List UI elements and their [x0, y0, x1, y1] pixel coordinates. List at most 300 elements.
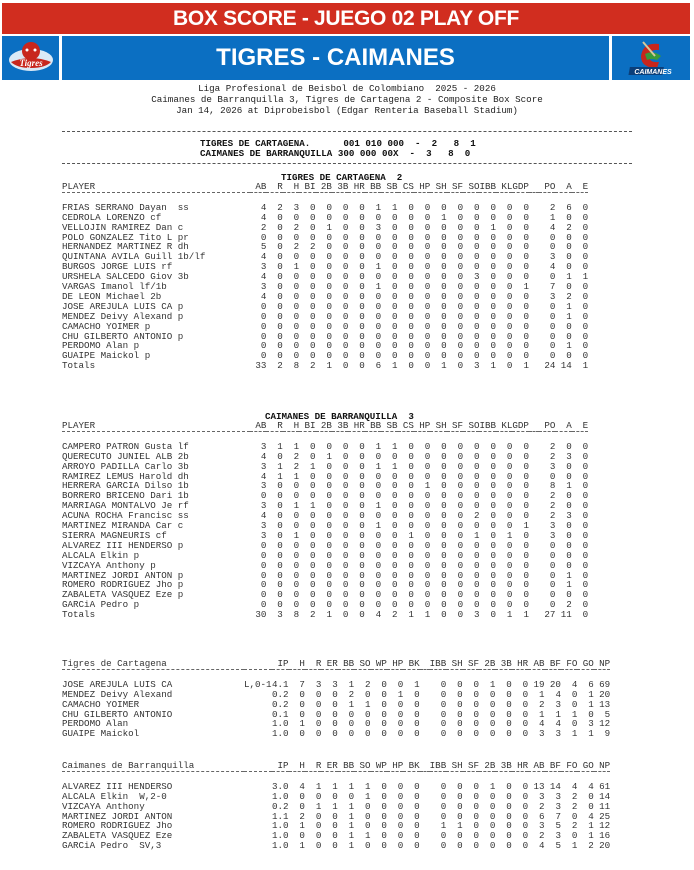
stat-cell: 1.0 [272, 840, 289, 852]
stat-cell: 0 [457, 800, 463, 812]
stat-cell: 0 [293, 340, 300, 352]
stat-cell: 2 [473, 510, 480, 522]
stat-cell: 0 [582, 350, 589, 362]
stat-cell: 0 [457, 718, 463, 730]
stat-cell: 0 [549, 340, 556, 352]
stat-cell: 0 [457, 450, 464, 462]
stat-cell: 0 [506, 261, 513, 273]
stat-cell: 4 [539, 840, 545, 852]
stat-cell: 0 [326, 330, 332, 342]
stat-cell: 0 [408, 520, 414, 532]
stat-column-header: SH [451, 658, 463, 669]
spacer [529, 262, 539, 272]
stat-cell: 0 [506, 480, 513, 492]
stat-cell: 0 [260, 330, 267, 342]
stat-cell: 0 [342, 599, 349, 611]
stat-column-header: AB [255, 420, 267, 431]
stat-cell: 0 [375, 300, 382, 312]
stat-cell: 0 [582, 470, 589, 482]
stat-cell: 0 [392, 450, 398, 462]
stat-cell: 1 [566, 340, 572, 352]
totals-row [62, 361, 588, 371]
stat-cell: 0 [440, 840, 447, 852]
stat-cell: 0 [342, 241, 349, 253]
stat-cell: 4 [260, 211, 267, 223]
stat-cell: 1 [582, 271, 589, 283]
stat-cell: 2 [571, 800, 578, 812]
stat-cell: 0 [359, 201, 365, 213]
stat-cell: 0 [375, 310, 382, 322]
stat-column-header: AB [533, 658, 545, 669]
stat-cell: 0 [310, 320, 316, 332]
stat-cell: 13 [599, 698, 611, 710]
stat-cell: 0 [359, 549, 365, 561]
stat-cell: 0 [424, 201, 431, 213]
stat-cell: 4 [260, 510, 267, 522]
stat-column-header: HP [419, 420, 431, 431]
stat-cell: 3 [473, 360, 480, 372]
stat-cell: 1 [348, 678, 355, 690]
stat-cell: 0 [523, 490, 529, 502]
stat-cell: 0 [582, 300, 589, 312]
stat-cell: 0 [490, 440, 497, 452]
stat-cell: 0 [424, 450, 431, 462]
stat-cell: 0 [342, 281, 349, 293]
stat-cell: 0 [506, 450, 513, 462]
stat-column-header: E [582, 181, 589, 192]
stat-cell: 0 [441, 460, 447, 472]
stat-column-header: IBB [429, 760, 447, 771]
stat-cell: 0 [408, 221, 414, 233]
stat-column-header: R [315, 760, 322, 771]
stat-cell: 3 [555, 800, 561, 812]
stat-cell: 0 [582, 440, 589, 452]
stat-cell: 0 [315, 790, 322, 802]
spacer [529, 203, 539, 213]
stat-cell: 4 [260, 470, 267, 482]
stat-column-header: SH [435, 420, 447, 431]
stat-cell: 0 [326, 261, 332, 273]
stat-column-header: AB [533, 760, 545, 771]
stat-cell: 0 [490, 539, 497, 551]
stat-cell: 0 [392, 529, 398, 541]
stat-cell: 0 [582, 211, 589, 223]
stat-cell: 0 [490, 340, 497, 352]
stat-cell: 0 [293, 350, 300, 362]
pitcher-name: MENDEZ Deivy Alexand [62, 688, 173, 700]
spacer [420, 812, 430, 822]
stat-cell: 0 [364, 820, 371, 832]
stat-cell: 0 [506, 718, 512, 730]
stat-cell: 0 [392, 320, 398, 332]
pitching-header-row [62, 659, 610, 669]
stat-cell: 0 [424, 529, 431, 541]
batting-table-tigres [62, 182, 588, 371]
stat-cell: 0 [408, 450, 414, 462]
stat-cell: 0 [522, 708, 529, 720]
stat-column-header: PO [544, 181, 556, 192]
line-hits: 8 [453, 138, 460, 149]
stat-cell: 0 [523, 310, 529, 322]
spacer [420, 680, 430, 690]
stat-cell: 0 [342, 261, 349, 273]
stat-cell: 0 [523, 480, 529, 492]
spacer [529, 182, 539, 192]
stat-cell: 0 [582, 510, 589, 522]
stat-cell: 1 [375, 201, 382, 213]
stat-cell: 1 [414, 678, 420, 690]
stat-cell: 0 [260, 300, 267, 312]
stat-column-header: BB [370, 420, 382, 431]
stat-column-header: IBB [429, 658, 447, 669]
tigres-logo-icon [5, 38, 57, 78]
line-runs: 2 [431, 138, 438, 149]
spacer [529, 351, 539, 361]
stat-cell: 1 [310, 500, 316, 512]
stat-cell: 0 [440, 718, 447, 730]
stat-cell: 0 [440, 728, 447, 740]
stat-cell: 0 [277, 320, 283, 332]
stat-cell: 0 [326, 460, 332, 472]
stat-cell: 0 [359, 579, 365, 591]
stat-cell: 0 [523, 589, 529, 601]
stat-cell: 1 [397, 688, 404, 700]
stat-cell: 0 [392, 231, 398, 243]
stat-cell: 0 [326, 340, 332, 352]
stat-cell: 0 [522, 728, 529, 740]
stat-cell: 0 [364, 688, 371, 700]
stat-cell: 0 [408, 330, 414, 342]
stat-cell: 0 [277, 221, 283, 233]
stat-column-header: HP [419, 181, 431, 192]
stat-cell: 0 [506, 350, 513, 362]
stat-cell: 0 [424, 520, 431, 532]
pitching-header-row [62, 761, 610, 771]
player-name: QUINTANA AVILA Guill 1b/lf [62, 251, 206, 263]
stat-cell: 0 [375, 450, 382, 462]
stat-cell: 1 [375, 440, 382, 452]
spacer [529, 610, 539, 620]
stat-cell: 0 [348, 728, 355, 740]
stat-cell: 0 [441, 261, 447, 273]
stat-cell: 0 [397, 800, 404, 812]
stat-cell: 0 [571, 688, 578, 700]
stat-cell: 4 [555, 718, 561, 730]
spacer [529, 312, 539, 322]
stat-cell: 0 [440, 698, 447, 710]
stat-cell: 0 [299, 698, 305, 710]
stat-cell: 0 [489, 698, 496, 710]
stat-cell: 7 [555, 810, 561, 822]
stat-column-header: SH [451, 760, 463, 771]
stat-cell: 0 [326, 470, 332, 482]
stat-cell: 0 [342, 360, 349, 372]
stat-cell: 0 [326, 350, 332, 362]
stat-cell: 5 [260, 241, 267, 253]
stat-cell: 0 [293, 271, 300, 283]
stat-cell: 0 [310, 579, 316, 591]
stat-cell: 1 [364, 790, 371, 802]
stat-cell: 0 [310, 271, 316, 283]
stat-cell: 0 [332, 698, 338, 710]
stat-cell: 0 [566, 460, 572, 472]
stat-cell: 1 [489, 678, 496, 690]
stat-cell: 0 [310, 470, 316, 482]
stat-cell: 0 [424, 320, 431, 332]
stat-cell: 1 [571, 728, 578, 740]
stat-cell: 0 [549, 579, 556, 591]
stat-cell: 0 [582, 241, 589, 253]
stat-cell: 0 [342, 201, 349, 213]
stat-cell: 0 [582, 201, 589, 213]
stat-cell: 4.1 [272, 678, 289, 690]
spacer [529, 491, 539, 501]
stat-cell: 24 [544, 360, 556, 372]
stat-column-header: KL [501, 181, 513, 192]
spacer [529, 452, 539, 462]
stat-cell: 0.2 [272, 688, 289, 700]
player-name: BORRERO BRICENO Dari 1b [62, 490, 189, 502]
stat-cell: 0 [441, 290, 447, 302]
stat-cell: 0 [441, 569, 447, 581]
stat-cell: 0 [506, 320, 513, 332]
stat-cell: 0 [277, 290, 283, 302]
stat-cell: 0 [326, 520, 332, 532]
stat-column-header: HP [392, 658, 404, 669]
pitcher-name: VIZCAYA Anthony [62, 800, 145, 812]
stat-cell: 3 [549, 290, 556, 302]
stat-column-header: BK [408, 658, 420, 669]
stat-cell: 0 [582, 450, 589, 462]
stat-cell: 1 [375, 281, 382, 293]
stat-cell: 0 [490, 589, 497, 601]
stat-cell: 0 [506, 211, 513, 223]
stat-cell: 0 [549, 231, 556, 243]
stat-cell: 0 [381, 698, 387, 710]
stat-cell: 0 [375, 490, 382, 502]
stat-cell: 0 [293, 281, 300, 293]
stat-column-header: 3B [500, 658, 512, 669]
stat-cell: 0 [490, 480, 497, 492]
stat-cell: 1 [424, 609, 431, 621]
stat-cell: 33 [255, 360, 267, 372]
pitching-table-tigres [62, 659, 610, 739]
stat-cell: 3 [539, 820, 545, 832]
stat-cell: 1 [277, 440, 283, 452]
stat-cell: 0 [293, 510, 300, 522]
stat-cell: 1.0 [272, 718, 289, 730]
spacer [420, 761, 430, 771]
stat-cell: 0 [326, 569, 332, 581]
stat-cell: 0 [342, 579, 349, 591]
player-name: VARGAS Imanol lf/1b [62, 281, 167, 293]
stat-cell: 1 [293, 529, 300, 541]
stat-cell: 0 [473, 599, 480, 611]
stat-cell: 0 [315, 810, 322, 822]
player-name: URSHELA SALCEDO Giov 3b [62, 271, 189, 283]
stat-cell: 0 [277, 231, 283, 243]
stat-cell: 1 [473, 529, 480, 541]
stat-cell: 0 [293, 211, 300, 223]
game-result: Caimanes de Barranquilla 3, Tigres de Cartagena 2 - Composite Box Score [151, 94, 543, 105]
stat-column-header: A [566, 181, 572, 192]
stat-cell: 0 [293, 490, 300, 502]
stat-cell: 3 [555, 728, 561, 740]
stat-cell: 0 [582, 460, 589, 472]
player-name: DE LEON Michael 2b [62, 290, 162, 302]
stat-cell: 0 [522, 698, 529, 710]
stat-cell: 0 [582, 520, 589, 532]
stat-cell: 3 [473, 271, 480, 283]
stat-cell: 0 [457, 360, 464, 372]
stat-cell: 6 [588, 678, 594, 690]
stat-cell: 0 [342, 549, 349, 561]
stat-cell: 0 [342, 609, 349, 621]
stat-cell: 0 [457, 529, 464, 541]
stat-cell: 0 [457, 510, 464, 522]
stat-cell: 2 [549, 500, 556, 512]
player-name: POLO GONZALEZ Tito L pr [62, 231, 189, 243]
stat-cell: 0 [490, 231, 497, 243]
stat-cell: 27 [544, 609, 556, 621]
stat-cell: 0 [375, 211, 382, 223]
stat-cell: 3 [293, 201, 300, 213]
stat-cell: 0 [441, 320, 447, 332]
spacer [529, 521, 539, 531]
stat-cell: 0 [408, 480, 414, 492]
stat-cell: 0 [260, 549, 267, 561]
spacer [529, 442, 539, 452]
player-name: FRIAS SERRANO Dayan ss [62, 201, 189, 213]
stat-cell: 0 [457, 330, 464, 342]
stat-cell: 0 [342, 470, 349, 482]
stat-cell: 5 [555, 820, 561, 832]
stat-cell: 0 [359, 290, 365, 302]
stat-cell: 0 [490, 330, 497, 342]
stat-cell: 0 [582, 490, 589, 502]
stat-cell: 0 [473, 579, 480, 591]
stat-cell: 1 [523, 520, 529, 532]
stat-cell: 0 [582, 251, 589, 263]
stat-cell: 0 [342, 510, 349, 522]
stat-cell: 0 [310, 251, 316, 263]
stat-column-header: 2B [320, 420, 332, 431]
stat-cell: 0 [523, 440, 529, 452]
stat-cell: 0 [522, 790, 529, 802]
stat-cell: 1 [277, 460, 283, 472]
stat-cell: 0 [310, 231, 316, 243]
stat-cell: 0 [549, 549, 556, 561]
stat-cell: 0 [571, 718, 578, 730]
stat-cell: 0 [326, 510, 332, 522]
stat-column-header: 3B [337, 420, 349, 431]
stat-cell: 1 [588, 698, 594, 710]
stat-cell: 0 [381, 718, 387, 730]
stat-cell: 0 [441, 251, 447, 263]
stat-cell: 4 [260, 271, 267, 283]
pitcher-name: CAMACHO YOIMER [62, 698, 140, 710]
stat-cell: 0 [523, 330, 529, 342]
stat-cell: 0 [375, 290, 382, 302]
stat-cell: 1 [364, 830, 371, 842]
spacer [420, 792, 430, 802]
stat-cell: 0 [506, 490, 513, 502]
stat-cell: 0 [381, 780, 387, 792]
stat-cell: 0 [582, 330, 589, 342]
batting-table-caimanes [62, 421, 588, 620]
stat-column-header: BF [549, 658, 561, 669]
box-score-banner: BOX SCORE - JUEGO 02 PLAY OFF [2, 3, 690, 34]
spacer [420, 729, 430, 739]
stat-cell: 0 [364, 708, 371, 720]
spacer [529, 541, 539, 551]
stat-cell: 2 [392, 609, 398, 621]
stat-column-header: R [315, 658, 322, 669]
stat-cell: 0 [359, 480, 365, 492]
stat-cell: 3 [566, 510, 572, 522]
stat-cell: 0 [490, 579, 497, 591]
stat-cell: 1 [582, 360, 589, 372]
stat-cell: 0 [549, 569, 556, 581]
spacer [420, 719, 430, 729]
stat-cell: 0 [506, 549, 513, 561]
stat-column-header: SF [452, 181, 464, 192]
stat-cell: 0 [277, 480, 283, 492]
stat-cell: 0 [473, 830, 479, 842]
stat-cell: 5 [555, 840, 561, 852]
stat-cell: 0 [332, 820, 338, 832]
stat-cell: 0 [326, 490, 332, 502]
stat-cell: 0 [457, 251, 464, 263]
pitcher-row [62, 841, 610, 851]
stat-cell: 0 [392, 330, 398, 342]
stat-column-header: BI [304, 420, 316, 431]
stat-cell: 0 [473, 840, 479, 852]
stat-cell: 0 [424, 470, 431, 482]
line-errors: 0 [464, 148, 471, 159]
stat-cell: 0 [506, 830, 512, 842]
stat-cell: 0 [381, 830, 387, 842]
stat-cell: 8 [293, 360, 300, 372]
stat-cell: 0 [441, 231, 447, 243]
stat-cell: 0 [506, 599, 513, 611]
stat-cell: 0 [299, 708, 305, 720]
stat-cell: 2 [277, 201, 283, 213]
stat-cell: 0 [299, 830, 305, 842]
stat-cell: 0 [506, 559, 513, 571]
stat-cell: 0 [457, 271, 464, 283]
stat-cell: 0 [473, 539, 480, 551]
stat-cell: 0 [326, 559, 332, 571]
stat-cell: 0 [408, 290, 414, 302]
stat-cell: 16 [599, 830, 611, 842]
stat-cell: 0 [408, 460, 414, 472]
stat-cell: 0 [441, 500, 447, 512]
stat-cell: 0 [424, 310, 431, 322]
stat-column-header: BB [343, 658, 355, 669]
stat-cell: 20 [549, 678, 561, 690]
stat-cell: 0 [457, 490, 464, 502]
pitcher-decision [244, 782, 272, 792]
stat-column-header: SB [386, 420, 398, 431]
stat-cell: 5 [604, 708, 611, 720]
stat-cell: 1 [539, 688, 545, 700]
stat-column-header: SF [467, 760, 479, 771]
stat-cell: 0 [375, 579, 382, 591]
stat-cell: 0 [260, 310, 267, 322]
stat-cell: 0 [506, 510, 513, 522]
stat-cell: 0 [424, 281, 431, 293]
